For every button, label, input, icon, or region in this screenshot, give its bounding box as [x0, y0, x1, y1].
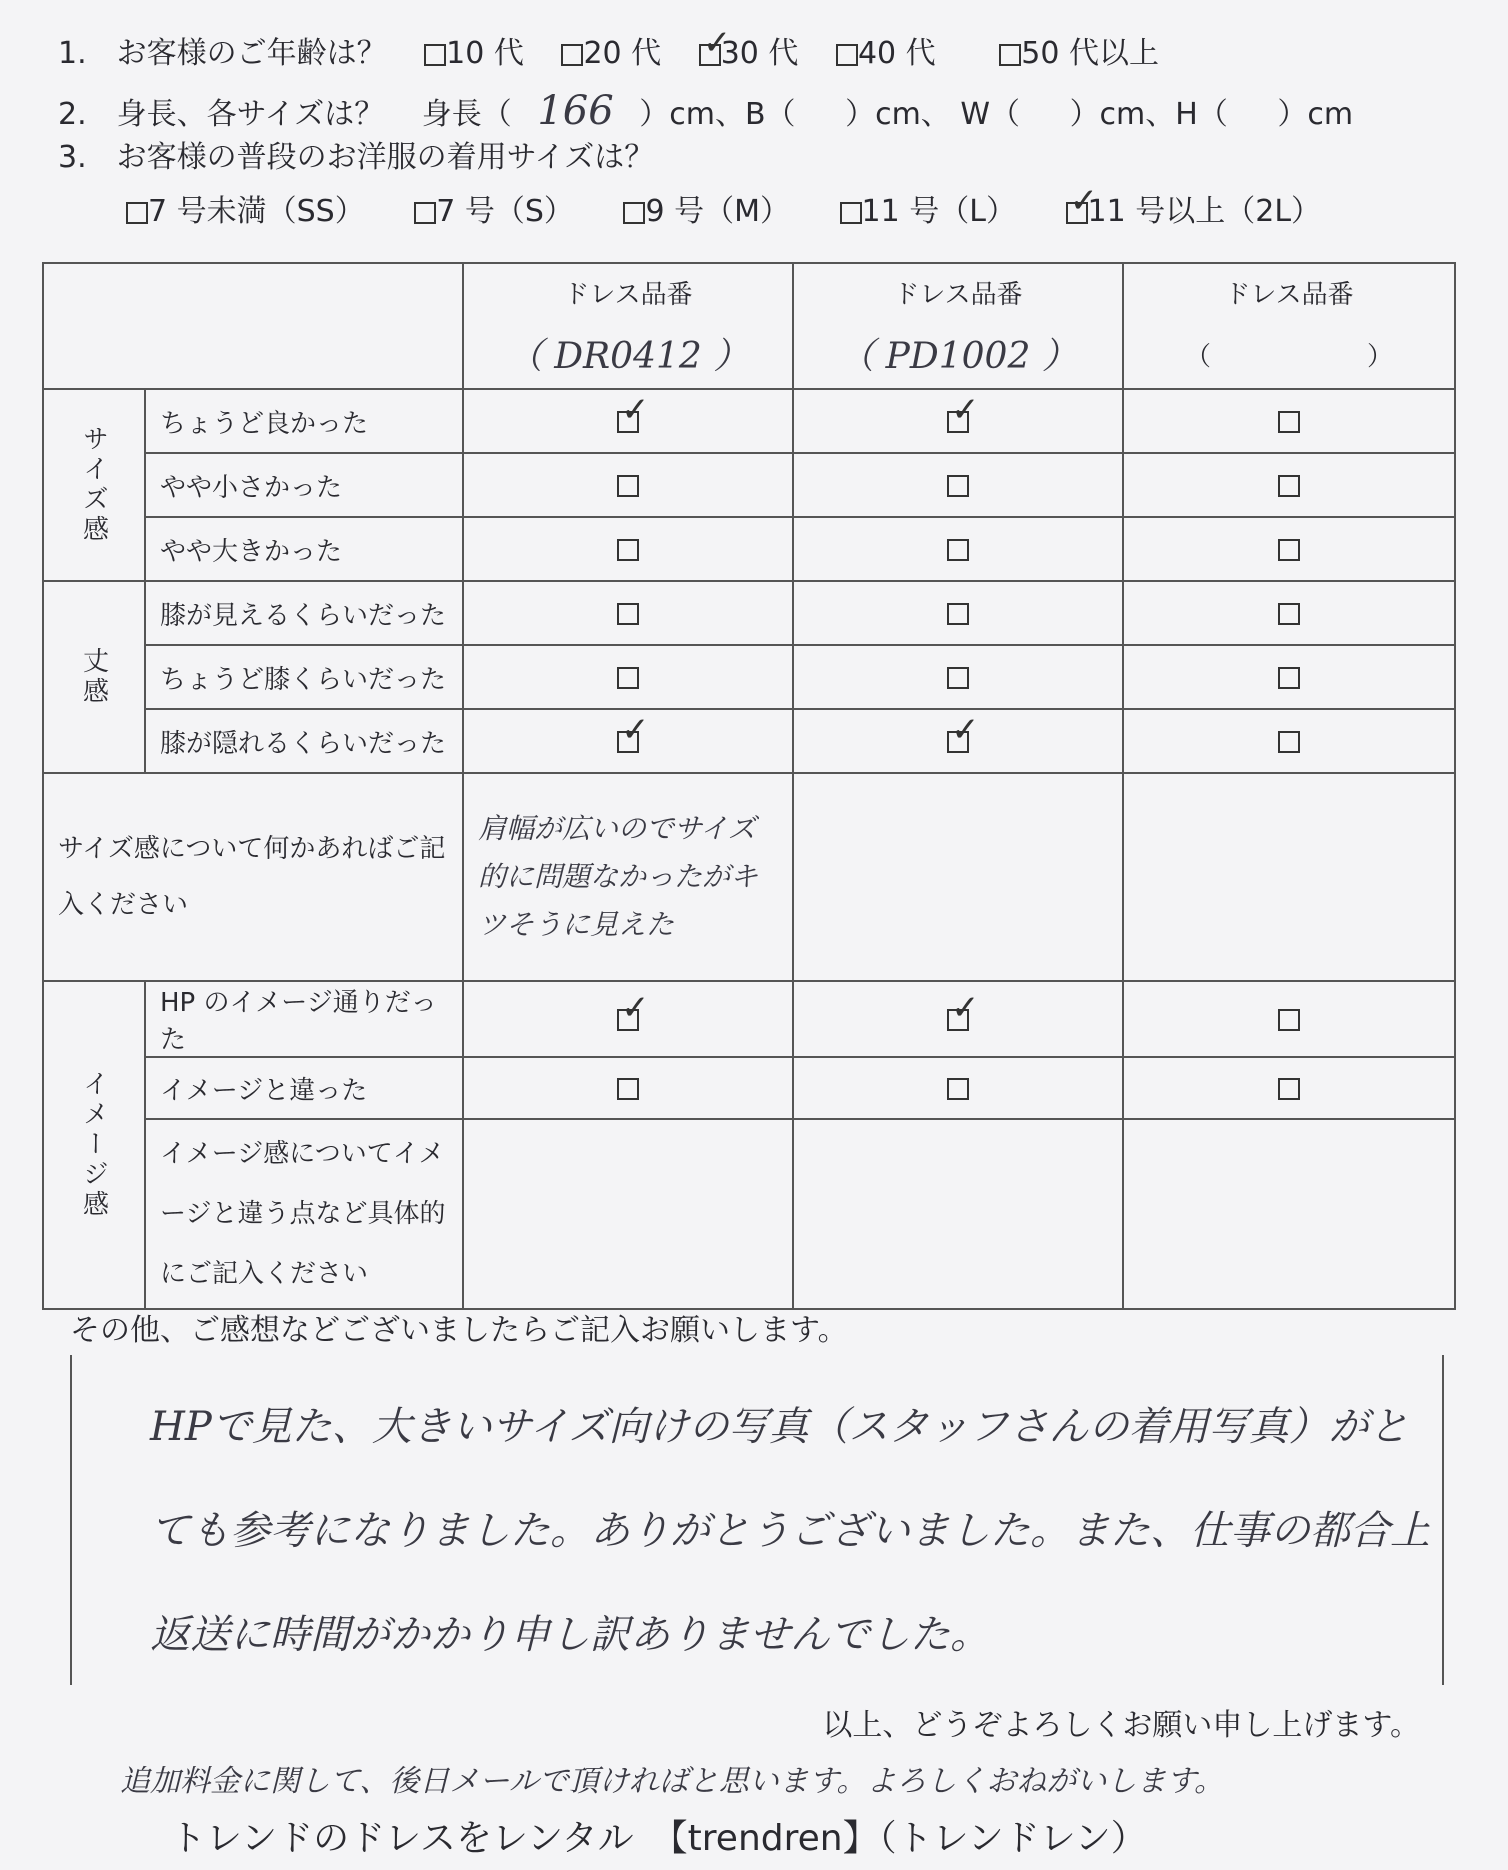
- dress-label-3: ドレス品番: [1224, 280, 1354, 310]
- row-label-5: ちょうど膝くらいだった: [145, 645, 463, 709]
- size-note-value[interactable]: 肩幅が広いのでサイズ的に問題なかったがキツそうに見えた: [463, 773, 793, 981]
- evaluation-table: [42, 262, 1456, 1310]
- size-note-label: サイズ感について何かあればご記入ください: [43, 773, 463, 981]
- dress-col-1: [463, 263, 793, 389]
- row-label-6: 膝が隠れるくらいだった: [145, 709, 463, 773]
- q2-row: [58, 88, 1353, 134]
- r6-c2-checkbox[interactable]: [947, 731, 969, 753]
- row-label-4: 膝が見えるくらいだった: [145, 581, 463, 645]
- r6-c3-checkbox[interactable]: [1278, 731, 1300, 753]
- footer-handwritten-note[interactable]: 追加料金に関して、後日メールで頂ければと思います。よろしくおねがいします。: [120, 1764, 1224, 1799]
- r4-c3-checkbox[interactable]: [1278, 603, 1300, 625]
- q1-row: [58, 28, 1159, 72]
- r4-c1-checkbox[interactable]: [617, 603, 639, 625]
- size-group-label: サイズ感: [43, 389, 145, 581]
- image-row-label-2: イメージと違った: [145, 1057, 463, 1119]
- r6-c1-checkbox[interactable]: [617, 731, 639, 753]
- row-label-3: やや大きかった: [145, 517, 463, 581]
- length-group-label: 丈感: [43, 581, 145, 773]
- dress-col-3: [1123, 263, 1455, 389]
- r2-c1-checkbox[interactable]: [617, 475, 639, 497]
- r3-c1-checkbox[interactable]: [617, 539, 639, 561]
- q3-checkbox-1[interactable]: [126, 202, 148, 224]
- r5-c2-checkbox[interactable]: [947, 667, 969, 689]
- q1-option-4: 40 代: [857, 36, 936, 71]
- r1-c3-checkbox[interactable]: [1278, 411, 1300, 433]
- q1-checkbox-4[interactable]: [836, 44, 858, 66]
- q3-options: [126, 186, 1321, 230]
- q3-option-3: 9 号（M）: [645, 194, 790, 229]
- row-label-1: ちょうど良かった: [145, 389, 463, 453]
- row-label-2: やや小さかった: [145, 453, 463, 517]
- r5-c1-checkbox[interactable]: [617, 667, 639, 689]
- comment-text[interactable]: HPで見た、大きいサイズ向けの写真（スタッフさんの着用写真）がとても参考になりました。ありがとうございました。また、仕事の都合上返送に時間がかかり申し訳ありませんでした。: [150, 1404, 1430, 1658]
- hip-label: ）cm、H（: [1069, 97, 1228, 132]
- i2-c3-checkbox[interactable]: [1278, 1078, 1300, 1100]
- image-group-label: イメージ感: [43, 981, 145, 1309]
- q1-checkbox-1[interactable]: [424, 44, 446, 66]
- dress-code-1[interactable]: （ DR0412 ）: [506, 336, 750, 377]
- q1-checkbox-2[interactable]: [561, 44, 583, 66]
- image-row-label-1: HP のイメージ通りだった: [145, 981, 463, 1057]
- table-corner: [43, 263, 463, 389]
- height-label: 身長（: [421, 97, 512, 132]
- dress-col-2: [793, 263, 1123, 389]
- r5-c3-checkbox[interactable]: [1278, 667, 1300, 689]
- footer-closing: 以上、どうぞよろしくお願い申し上げます。: [822, 1708, 1420, 1743]
- q3-option-2: 7 号（S）: [436, 194, 574, 229]
- r3-c3-checkbox[interactable]: [1278, 539, 1300, 561]
- q3-option-1: 7 号未満（SS）: [148, 194, 365, 229]
- q3-option-4: 11 号（L）: [861, 194, 1016, 229]
- size-note-cell-2[interactable]: [793, 773, 1123, 981]
- i1-c2-checkbox[interactable]: [947, 1009, 969, 1031]
- q3-checkbox-5[interactable]: [1066, 202, 1088, 224]
- other-comments-label: その他、ご感想などございましたらご記入お願いします。: [70, 1313, 848, 1348]
- q3-label: 3. お客様の普段のお洋服の着用サイズは？: [58, 140, 655, 175]
- i2-c2-checkbox[interactable]: [947, 1078, 969, 1100]
- q3-checkbox-4[interactable]: [840, 202, 862, 224]
- image-note-cell-2[interactable]: [793, 1119, 1123, 1309]
- r4-c2-checkbox[interactable]: [947, 603, 969, 625]
- i2-c1-checkbox[interactable]: [617, 1078, 639, 1100]
- q2-label: 2. 身長、各サイズは？: [58, 97, 385, 132]
- r1-c2-checkbox[interactable]: [947, 411, 969, 433]
- cm-end: ）cm: [1277, 97, 1354, 132]
- image-note-cell-3[interactable]: [1123, 1119, 1455, 1309]
- waist-label: ）cm、 W（: [845, 97, 1021, 132]
- q1-option-1: 10 代: [446, 36, 524, 71]
- height-value[interactable]: 166: [537, 88, 614, 134]
- image-note-label: イメージ感についてイメージと違う点など具体的にご記入ください: [145, 1119, 463, 1309]
- dress-code-2[interactable]: （ PD1002 ）: [838, 336, 1078, 377]
- bust-label: ）cm、B（: [639, 97, 796, 132]
- q1-option-5: 50 代以上: [1021, 36, 1159, 71]
- dress-label-2: ドレス品番: [893, 280, 1023, 310]
- r2-c2-checkbox[interactable]: [947, 475, 969, 497]
- q1-option-2: 20 代: [583, 36, 662, 71]
- dress-label-1: ドレス品番: [563, 280, 693, 310]
- q1-label: 1. お客様のご年齢は？: [58, 36, 387, 71]
- size-note-cell-3[interactable]: [1123, 773, 1455, 981]
- image-note-cell-1[interactable]: [463, 1119, 793, 1309]
- i1-c3-checkbox[interactable]: [1278, 1009, 1300, 1031]
- r3-c2-checkbox[interactable]: [947, 539, 969, 561]
- q3-checkbox-3[interactable]: [623, 202, 645, 224]
- q3-option-5: 11 号以上（2L）: [1087, 194, 1322, 229]
- brand-line: トレンドのドレスをレンタル 【trendren】（トレンドレン）: [170, 1818, 1147, 1859]
- i1-c1-checkbox[interactable]: [617, 1009, 639, 1031]
- q3-checkbox-2[interactable]: [414, 202, 436, 224]
- dress-code-3[interactable]: （ ）: [1184, 342, 1393, 372]
- q1-checkbox-5[interactable]: [999, 44, 1021, 66]
- r1-c1-checkbox[interactable]: [617, 411, 639, 433]
- q1-option-3: 30 代: [720, 36, 799, 71]
- r2-c3-checkbox[interactable]: [1278, 475, 1300, 497]
- q1-checkbox-3[interactable]: [699, 44, 721, 66]
